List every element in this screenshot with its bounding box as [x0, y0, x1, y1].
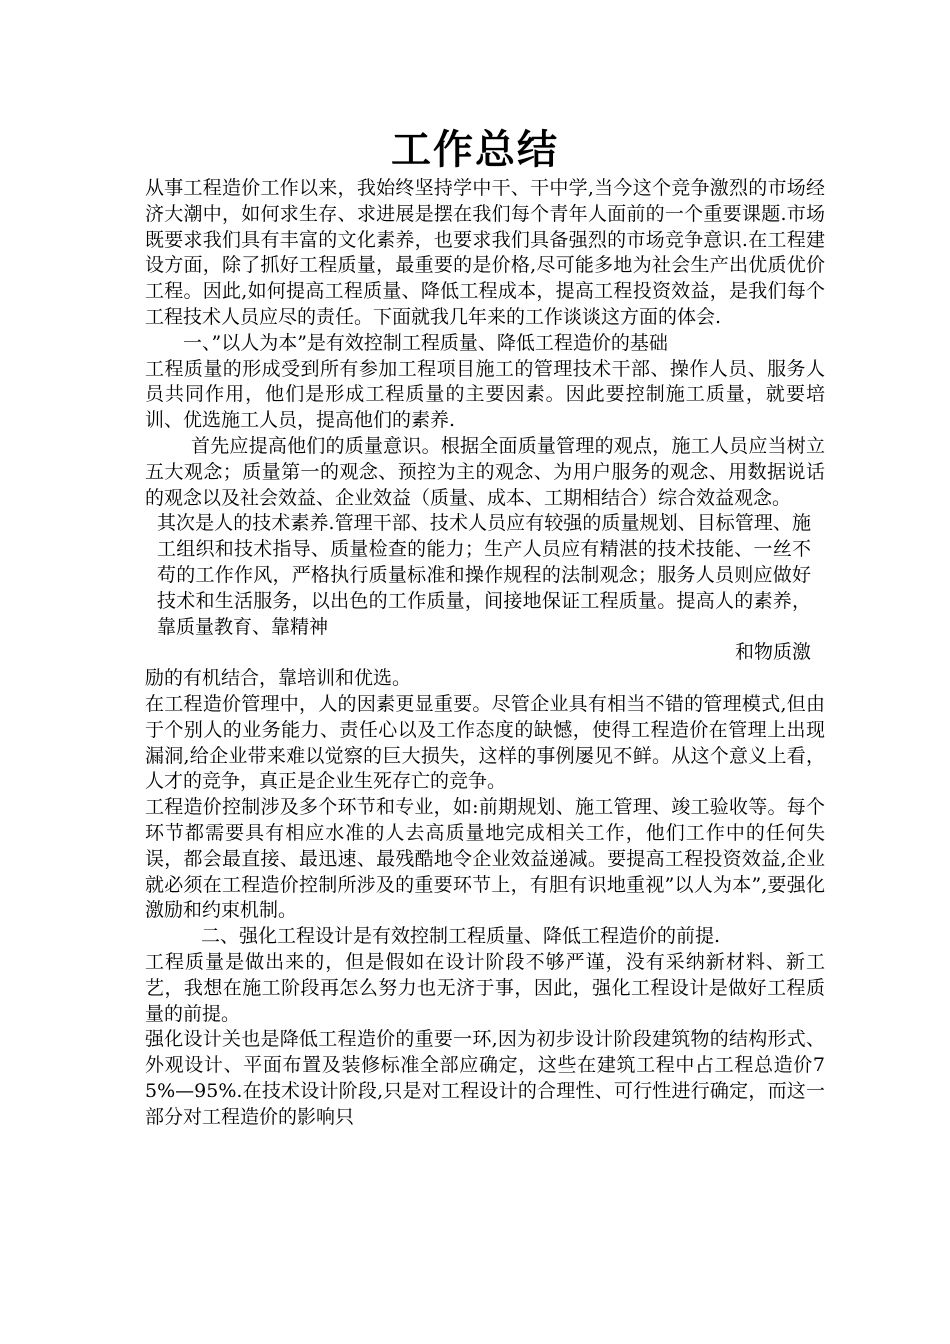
paragraph: 在工程造价管理中，人的因素更显重要。尽管企业具有相当不错的管理模式,但由于个别人的业务能力、责任心以及工作态度的缺憾，使得工程造价在管理上出现漏洞,给企业带来难以觉察的巨大损失，这样的事例屡见不鲜。从这个意义上看，人才的竞争，真正是企业生死存亡的竞争。 [145, 692, 825, 793]
paragraph: 工程质量是做出来的，但是假如在设计阶段不够严谨，没有采纳新材料、新工艺，我想在施工阶段再怎么努力也无济于事，因此，强化工程设计是做好工程质量的前提。 [145, 950, 825, 1025]
paragraph-intro: 从事工程造价工作以来，我始终坚持学中干、干中学,当今这个竞争激烈的市场经济大潮中，如何求生存、求进展是摆在我们每个青年人面前的一个重要课题.市场既要求我们具有丰富的文化素养，也要求我们具备强烈的市场竞争意识.在工程建设方面，除了抓好工程质量，最重要的是价格,尽可能多地为社会生产出优质优价工程。因此,如何提高工程质量、降低工程成本，提高工程投资效益，是我们每个工程技术人员应尽的责任。下面就我几年来的工作谈谈这方面的体会. [145, 177, 825, 328]
paragraph-fragment: 和物质激 [734, 641, 811, 664]
document-body [145, 176, 825, 1130]
section-heading-2: 二、强化工程设计是有效控制工程质量、降低工程造价的前提. [201, 925, 721, 948]
paragraph: 工程造价控制涉及多个环节和专业，如:前期规划、施工管理、竣工验收等。每个环节都需要具有相应水准的人去高质量地完成相关工作，他们工作中的任何失误，都会最直接、最迅速、最残酷地令企业效益递减。要提高工程投资效益,企业就必须在工程造价控制所涉及的重要环节上，有胆有识地重视”以人为本”,要强化激励和约束机制。 [145, 796, 825, 922]
section-heading-1: 一、”以人为本”是有效控制工程质量、降低工程造价的基础 [183, 331, 668, 354]
paragraph: 强化设计关也是降低工程造价的重要一环,因为初步设计阶段建筑物的结构形式、外观设计、平面布置及装修标准全部应确定，这些在建筑工程中占工程总造价75%—95%.在技术设计阶段,只是对工程设计的合理性、可行性进行确定，而这一部分对工程造价的影响只 [145, 1028, 825, 1128]
paragraph: 其次是人的技术素养.管理干部、技术人员应有较强的质量规划、目标管理、施工组织和技术指导、质量检查的能力；生产人员应有精湛的技术技能、一丝不苟的工作作风，严格执行质量标准和操作规程的法制观念；服务人员则应做好技术和生活服务，以出色的工作质量，间接地保证工程质量。提高人的素养，靠质量教育、靠精神 [157, 512, 811, 638]
document-title: 工作总结 [391, 127, 559, 173]
paragraph: 首先应提高他们的质量意识。根据全面质量管理的观点，施工人员应当树立五大观念；质量第一的观念、预控为主的观念、为用户服务的观念、用数据说话的观念以及社会效益、企业效益（质量、成本、工期相结合）综合效益观念。 [145, 434, 825, 509]
paragraph: 工程质量的形成受到所有参加工程项目施工的管理技术干部、操作人员、服务人员共同作用，他们是形成工程质量的主要因素。因此要控制施工质量，就要培训、优选施工人员，提高他们的素养. [145, 357, 825, 432]
paragraph-fragment: 励的有机结合，靠培训和优选。 [145, 667, 412, 690]
